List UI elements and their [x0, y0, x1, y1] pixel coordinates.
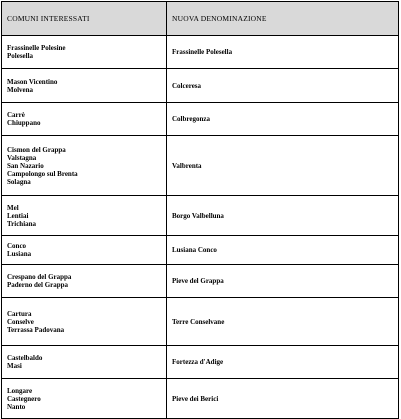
- table-row: [2, 36, 399, 69]
- comune-name: Molvena: [7, 85, 34, 94]
- table-row: [2, 196, 399, 236]
- comuni-cell: [2, 265, 167, 298]
- comune-name: Frassinelle Polesine: [7, 44, 66, 52]
- nuova-denominazione-cell: Fortezza d'Adige: [167, 346, 399, 379]
- comune-name: Mel: [7, 203, 19, 212]
- nuova-denominazione-cell: Colbregonza: [167, 103, 399, 136]
- comune-name: Campolongo sul Brenta: [7, 169, 78, 178]
- table-row: [2, 379, 399, 419]
- comune-name: Mason Vicentino: [7, 77, 58, 86]
- nuova-denominazione-cell: Borgo Valbelluna: [167, 196, 399, 236]
- nuova-denominazione-cell: Pieve dei Berici: [167, 379, 399, 419]
- comune-name: Polesella: [7, 52, 34, 60]
- comune-name: Terrassa Padovana: [7, 325, 65, 334]
- comuni-cell: [2, 103, 167, 136]
- nuova-denominazione-cell: Colceresa: [167, 69, 399, 103]
- comune-name: Castegnero: [7, 394, 41, 403]
- nuova-denominazione-cell: Valbrenta: [167, 136, 399, 196]
- comune-name: Conselve: [7, 317, 34, 326]
- comune-name: Valstagna: [7, 153, 37, 162]
- comune-name: Cismon del Grappa: [7, 145, 66, 154]
- comune-name: Crespano del Grappa: [7, 273, 72, 281]
- nuova-denominazione-cell: Terre Conselvane: [167, 298, 399, 346]
- comune-name: Conco: [7, 242, 27, 250]
- nuova-denominazione-cell: Frassinelle Polesella: [167, 36, 399, 69]
- header-comuni-interessati: COMUNI INTERESSATI: [2, 2, 167, 36]
- comuni-cell: [2, 136, 167, 196]
- comune-name: Solagna: [7, 177, 31, 186]
- comuni-cell: [2, 69, 167, 103]
- table-row: [2, 265, 399, 298]
- header-nuova-denominazione: NUOVA DENOMINAZIONE: [167, 2, 399, 36]
- comune-name: Masi: [7, 362, 22, 370]
- table-body: [2, 36, 399, 419]
- comune-name: Carrè: [7, 111, 25, 119]
- table-row: [2, 136, 399, 196]
- table-row: [2, 298, 399, 346]
- comune-name: San Nazario: [7, 161, 44, 170]
- table-row: [2, 69, 399, 103]
- comuni-table: [1, 1, 399, 419]
- table-row: [2, 103, 399, 136]
- comune-name: Lentiai: [7, 211, 29, 220]
- nuova-denominazione-cell: Pieve del Grappa: [167, 265, 399, 298]
- comune-name: Nanto: [7, 402, 26, 411]
- comune-name: Longare: [7, 386, 33, 395]
- comuni-cell: [2, 346, 167, 379]
- comuni-cell: [2, 379, 167, 419]
- comune-name: Cartura: [7, 309, 32, 318]
- comuni-cell: [2, 196, 167, 236]
- comune-name: Lusiana: [7, 250, 32, 258]
- comune-name: Paderno del Grappa: [7, 281, 69, 289]
- comune-name: Castelbaldo: [7, 354, 43, 362]
- comuni-cell: [2, 298, 167, 346]
- comune-name: Trichiana: [7, 219, 37, 228]
- table-header-row: [2, 2, 399, 36]
- table-row: [2, 236, 399, 265]
- nuova-denominazione-cell: Lusiana Conco: [167, 236, 399, 265]
- comuni-cell: [2, 236, 167, 265]
- comune-name: Chiuppano: [7, 119, 41, 127]
- table-row: [2, 346, 399, 379]
- comuni-cell: [2, 36, 167, 69]
